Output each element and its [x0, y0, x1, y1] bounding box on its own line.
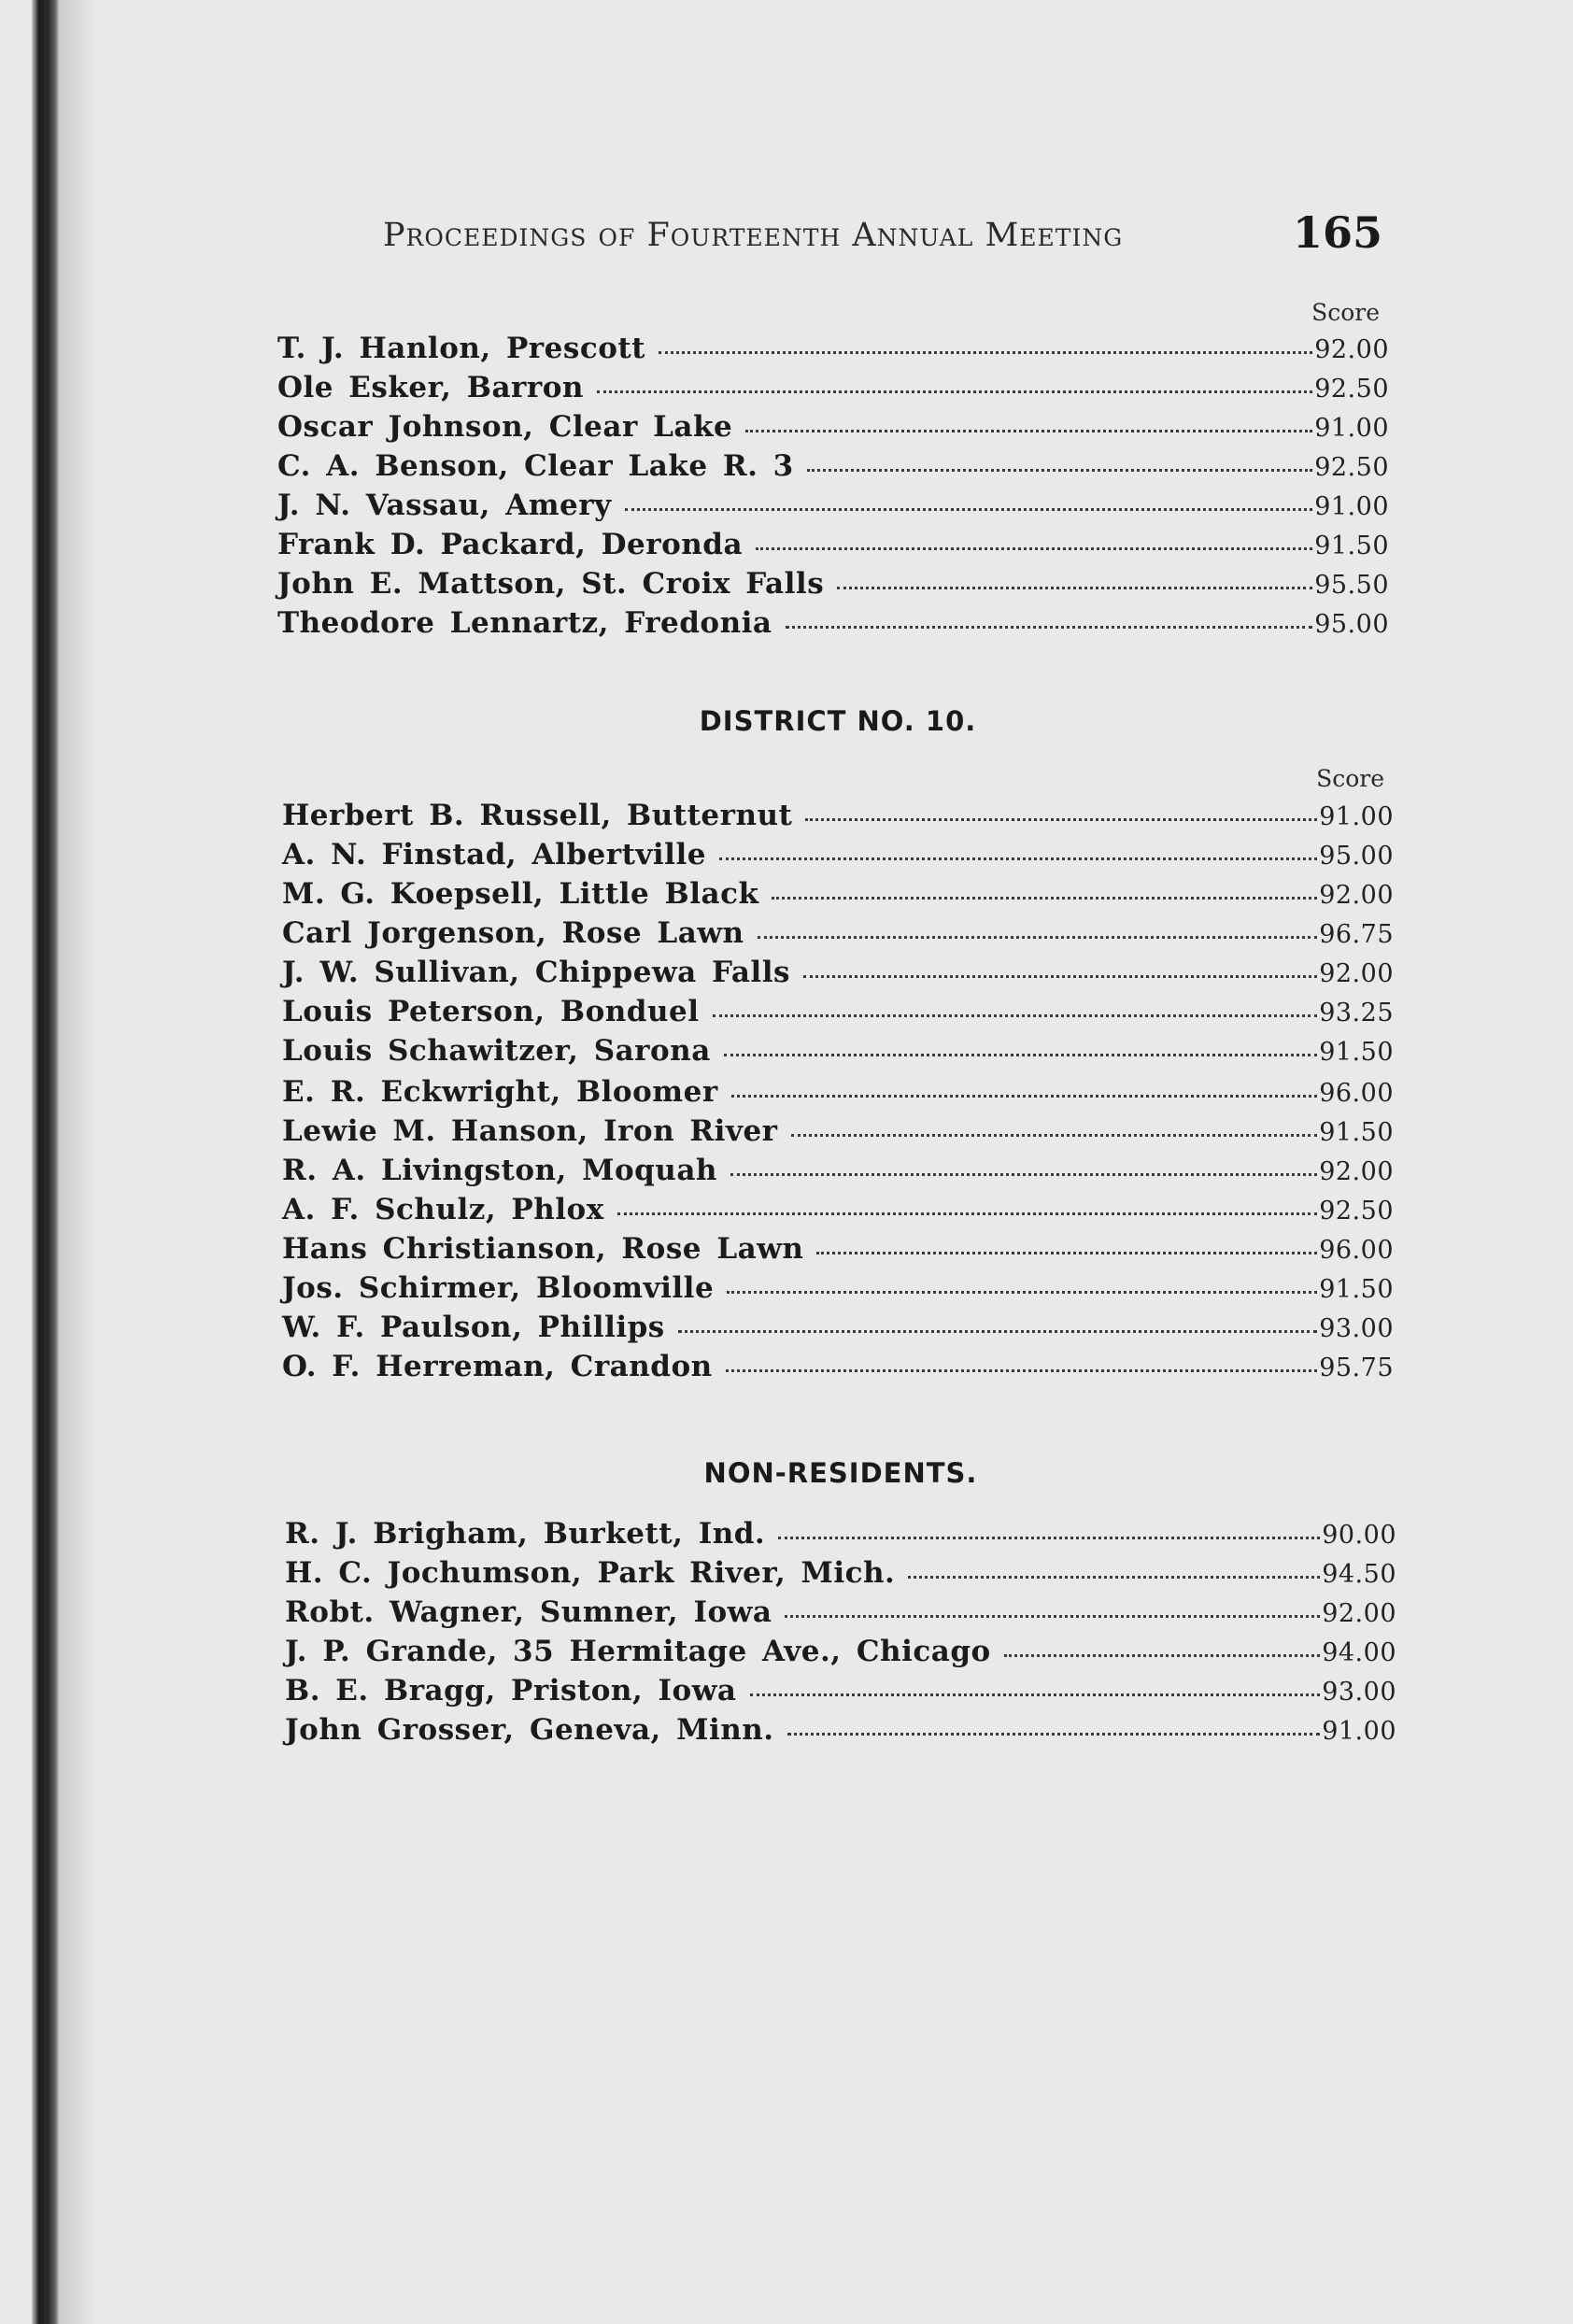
dot-leader [1004, 1654, 1321, 1657]
score-value: 90.00 [1322, 1521, 1396, 1550]
dot-leader [597, 390, 1312, 393]
score-value: 91.50 [1319, 1038, 1394, 1067]
score-entry: Robt. Wagner, Sumner, Iowa 92.00 [285, 1595, 1396, 1629]
dot-leader [908, 1576, 1320, 1579]
dot-leader [678, 1330, 1317, 1333]
dot-leader [750, 1693, 1321, 1696]
score-entry: Louis Peterson, Bonduel 93.25 [282, 995, 1394, 1028]
score-value: 91.00 [1314, 492, 1389, 521]
score-entry: R. A. Livingston, Moquah 92.00 [282, 1154, 1394, 1187]
score-value: 93.00 [1319, 1314, 1394, 1343]
section-title: NON-RESIDENTS. [703, 1457, 978, 1489]
dot-leader [786, 626, 1313, 629]
score-value: 92.50 [1319, 1197, 1394, 1226]
gutter-shadow [60, 0, 97, 2324]
score-entry: A. F. Schulz, Phlox 92.50 [282, 1193, 1394, 1226]
dot-leader [807, 469, 1312, 472]
score-entry: A. N. Finstad, Albertville 95.00 [282, 838, 1394, 872]
dot-leader [727, 1291, 1317, 1294]
score-value: 96.00 [1319, 1079, 1394, 1108]
dot-leader [772, 897, 1317, 900]
score-entry: O. F. Herreman, Crandon 95.75 [282, 1350, 1394, 1383]
score-list-continued [277, 294, 1389, 649]
dot-leader [719, 857, 1317, 860]
score-entry: J. W. Sullivan, Chippewa Falls 92.00 [282, 956, 1394, 989]
score-value: 92.00 [1319, 1157, 1394, 1186]
score-entry: Lewie M. Hanson, Iron River 91.50 [282, 1114, 1394, 1148]
score-entry: B. E. Bragg, Priston, Iowa 93.00 [285, 1674, 1396, 1708]
score-value: 96.75 [1319, 920, 1394, 949]
dot-leader [625, 508, 1313, 511]
score-value: 91.50 [1319, 1275, 1394, 1304]
dot-leader [730, 1173, 1317, 1176]
dot-leader [837, 587, 1312, 589]
dot-leader [713, 1014, 1318, 1017]
score-value: 92.00 [1314, 335, 1389, 364]
score-value: 95.50 [1314, 571, 1389, 600]
score-value: 95.75 [1319, 1353, 1394, 1382]
score-entry: C. A. Benson, Clear Lake R. 3 92.50 [277, 449, 1389, 483]
score-entry: Ole Esker, Barron 92.50 [277, 371, 1389, 404]
dot-leader [791, 1134, 1318, 1137]
running-head: Proceedings of Fourteenth Annual Meeting [383, 217, 1124, 254]
score-value: 92.50 [1314, 453, 1389, 482]
dot-leader [805, 818, 1317, 821]
score-entry: M. G. Koepsell, Little Black 92.00 [282, 877, 1394, 911]
score-value: 91.00 [1319, 802, 1394, 831]
non-residents-section [285, 1457, 1396, 1756]
score-entry: Herbert B. Russell, Butternut 91.00 [282, 799, 1394, 832]
dot-leader [785, 1615, 1320, 1618]
score-entry: Frank D. Packard, Deronda 91.50 [277, 528, 1389, 561]
score-value: 92.00 [1319, 881, 1394, 910]
score-entry: Oscar Johnson, Clear Lake 91.00 [277, 410, 1389, 444]
score-value: 95.00 [1319, 842, 1394, 871]
score-value: 91.50 [1314, 531, 1389, 560]
score-value: 92.50 [1314, 375, 1389, 404]
dot-leader [803, 975, 1317, 978]
score-entry: Louis Schawitzer, Sarona 91.50 [282, 1034, 1394, 1068]
score-value: 91.50 [1319, 1118, 1394, 1147]
score-entry: Carl Jorgenson, Rose Lawn 96.75 [282, 916, 1394, 950]
dot-leader [745, 430, 1312, 432]
score-entry: John E. Mattson, St. Croix Falls 95.50 [277, 567, 1389, 601]
score-column-heading: Score [1316, 765, 1384, 792]
score-entry: W. F. Paulson, Phillips 93.00 [282, 1311, 1394, 1344]
score-value: 91.00 [1322, 1717, 1396, 1746]
score-value: 91.00 [1314, 414, 1389, 443]
book-spine [32, 0, 60, 2324]
district-10-section [282, 705, 1394, 1406]
score-entry: J. N. Vassau, Amery 91.00 [277, 489, 1389, 522]
score-entry: John Grosser, Geneva, Minn. 91.00 [285, 1713, 1396, 1747]
score-value: 95.00 [1314, 610, 1389, 639]
score-value: 92.00 [1322, 1599, 1396, 1628]
dot-leader [756, 547, 1312, 550]
score-value: 93.25 [1319, 999, 1394, 1027]
dot-leader [617, 1212, 1318, 1215]
score-entry: J. P. Grande, 35 Hermitage Ave., Chicago 94.00 [285, 1635, 1396, 1668]
score-value: 94.50 [1322, 1560, 1396, 1589]
score-entry: E. R. Eckwright, Bloomer 96.00 [282, 1075, 1394, 1109]
dot-leader [816, 1252, 1317, 1254]
page-number: 165 [1292, 207, 1382, 258]
dot-leader [724, 1054, 1317, 1056]
score-value: 96.00 [1319, 1236, 1394, 1265]
score-entry: H. C. Jochumson, Park River, Mich. 94.50 [285, 1556, 1396, 1590]
dot-leader [758, 936, 1318, 939]
dot-leader [778, 1537, 1320, 1539]
dot-leader [659, 351, 1312, 354]
score-value: 93.00 [1322, 1678, 1396, 1707]
score-value: 92.00 [1319, 959, 1394, 988]
score-entry: R. J. Brigham, Burkett, Ind. 90.00 [285, 1517, 1396, 1551]
dot-leader [731, 1095, 1318, 1098]
score-value: 94.00 [1322, 1638, 1396, 1667]
score-entry: Theodore Lennartz, Fredonia 95.00 [277, 606, 1389, 640]
score-column-heading: Score [1311, 299, 1380, 326]
dot-leader [726, 1369, 1318, 1372]
page-header [383, 207, 1382, 263]
score-entry: Hans Christianson, Rose Lawn 96.00 [282, 1232, 1394, 1266]
score-entry: Jos. Schirmer, Bloomville 91.50 [282, 1271, 1394, 1305]
section-title: DISTRICT NO. 10. [699, 705, 977, 737]
score-entry: T. J. Hanlon, Prescott 92.00 [277, 332, 1389, 365]
dot-leader [787, 1733, 1321, 1736]
